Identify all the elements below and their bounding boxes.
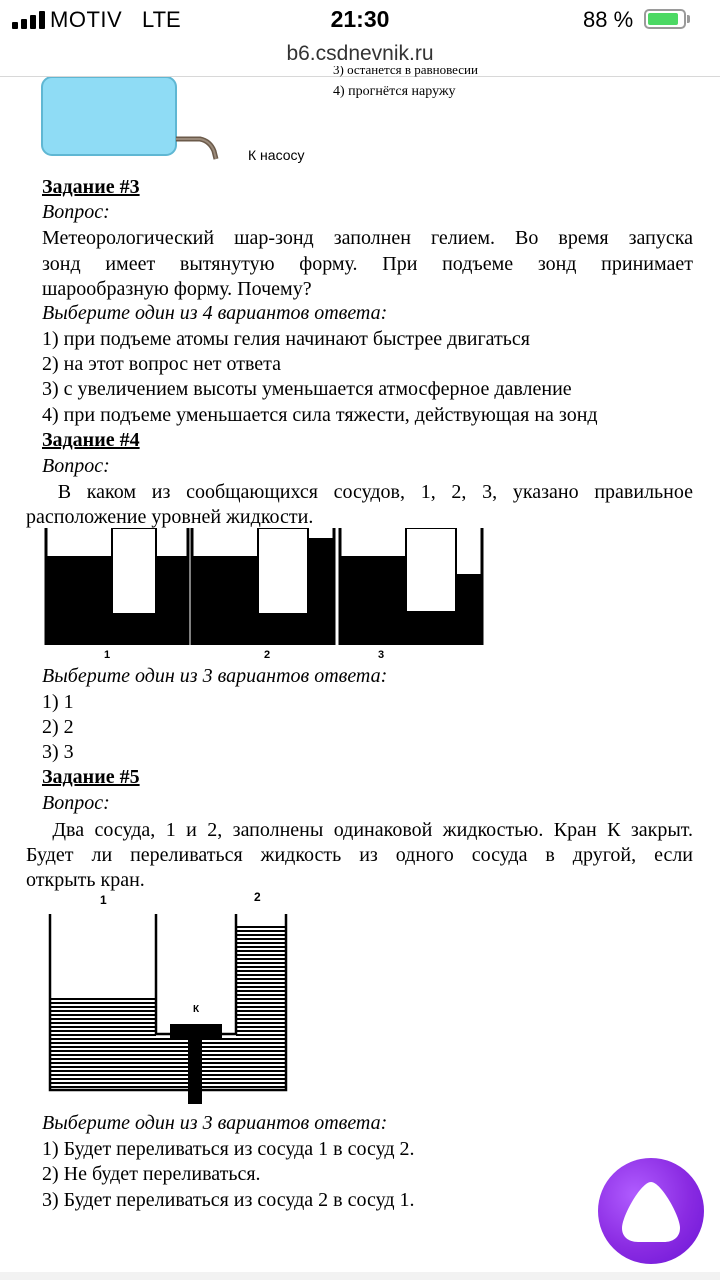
prev-option-4: 4) прогнётся наружу bbox=[333, 84, 456, 99]
network-type: LTE bbox=[142, 7, 181, 32]
task3-option-3[interactable]: 3) с увеличением высоты уменьшается атмосферное давление bbox=[42, 378, 572, 400]
status-bar bbox=[0, 0, 720, 40]
task4-title: Задание #4 bbox=[42, 429, 140, 451]
task5-question-line-2: Будет ли переливаться жидкость из одного сосуда в другой, если bbox=[26, 844, 693, 866]
task4-question-line-2: расположение уровней жидкости. bbox=[26, 506, 314, 528]
battery-tip bbox=[687, 15, 690, 23]
assistant-icon bbox=[598, 1158, 704, 1264]
voice-assistant-button[interactable] bbox=[598, 1158, 704, 1264]
task3-option-4[interactable]: 4) при подъеме уменьшается сила тяжести, действующая на зонд bbox=[42, 404, 598, 426]
task4-option-2[interactable]: 2) 2 bbox=[42, 716, 74, 738]
task3-question-line-1: Метеорологический шар-зонд заполнен гелием. Во время запуска bbox=[42, 227, 693, 249]
vessel-3 bbox=[340, 528, 482, 645]
task3-option-1[interactable]: 1) при подъеме атомы гелия начинают быстрее двигаться bbox=[42, 328, 530, 350]
status-time: 21:30 bbox=[330, 6, 390, 32]
task4-choose-label: Выберите один из 3 вариантов ответа: bbox=[42, 665, 388, 687]
valve-label: К bbox=[193, 1004, 200, 1015]
two-vessels-valve-figure bbox=[44, 906, 290, 1106]
task5-question-label: Вопрос: bbox=[42, 792, 110, 814]
bottom-toolbar-edge bbox=[0, 1272, 720, 1280]
task4-question-label: Вопрос: bbox=[42, 455, 110, 477]
task4-option-3[interactable]: 3) 3 bbox=[42, 741, 74, 763]
pump-label: К насосу bbox=[248, 147, 305, 163]
url-text: b6.csdnevnik.ru bbox=[286, 42, 434, 65]
task3-choose-label: Выберите один из 4 вариантов ответа: bbox=[42, 302, 388, 324]
task5-choose-label: Выберите один из 3 вариантов ответа: bbox=[42, 1112, 388, 1134]
battery-fill bbox=[648, 13, 678, 25]
vessel-2-label: 2 bbox=[264, 649, 271, 661]
task3-question-label: Вопрос: bbox=[42, 201, 110, 223]
task5-title: Задание #5 bbox=[42, 766, 140, 788]
task4-question-line-1: В каком из сообщающихся сосудов, 1, 2, 3, указано правильное bbox=[42, 481, 693, 503]
task5-option-1[interactable]: 1) Будет переливаться из сосуда 1 в сосуд 2. bbox=[42, 1138, 415, 1160]
battery-icon bbox=[644, 9, 686, 29]
battery-percent: 88 % bbox=[583, 7, 634, 32]
prev-option-3: 3) останется в равновесии bbox=[333, 66, 478, 77]
task5-option-3[interactable]: 3) Будет переливаться из сосуда 2 в сосуд 1. bbox=[42, 1189, 415, 1211]
communicating-vessels-figure bbox=[44, 528, 488, 664]
task3-question-line-3: шарообразную форму. Почему? bbox=[42, 278, 312, 300]
vessel-figure-prev bbox=[40, 77, 230, 167]
task4-option-1[interactable]: 1) 1 bbox=[42, 691, 74, 713]
task5-question-line-1: Два сосуда, 1 и 2, заполнены одинаковой жидкостью. Кран К закрыт. bbox=[42, 819, 693, 841]
task5-vessel-1-label: 1 bbox=[100, 893, 107, 907]
task5-vessel-2-label: 2 bbox=[254, 890, 261, 904]
task3-question-line-2: зонд имеет вытянутую форму. При подъеме зонд принимает bbox=[42, 253, 693, 275]
task5-option-2[interactable]: 2) Не будет переливаться. bbox=[42, 1163, 261, 1185]
vessel-2 bbox=[192, 528, 334, 645]
task5-question-line-3: открыть кран. bbox=[26, 869, 145, 891]
carrier-name: MOTIV bbox=[50, 7, 123, 32]
vessel-1-label: 1 bbox=[104, 649, 111, 661]
vessel-1 bbox=[46, 528, 188, 645]
task3-title: Задание #3 bbox=[42, 176, 140, 198]
liquid-fill bbox=[50, 924, 286, 1088]
vessel-3-label: 3 bbox=[378, 649, 385, 661]
task3-option-2[interactable]: 2) на этот вопрос нет ответа bbox=[42, 353, 282, 375]
